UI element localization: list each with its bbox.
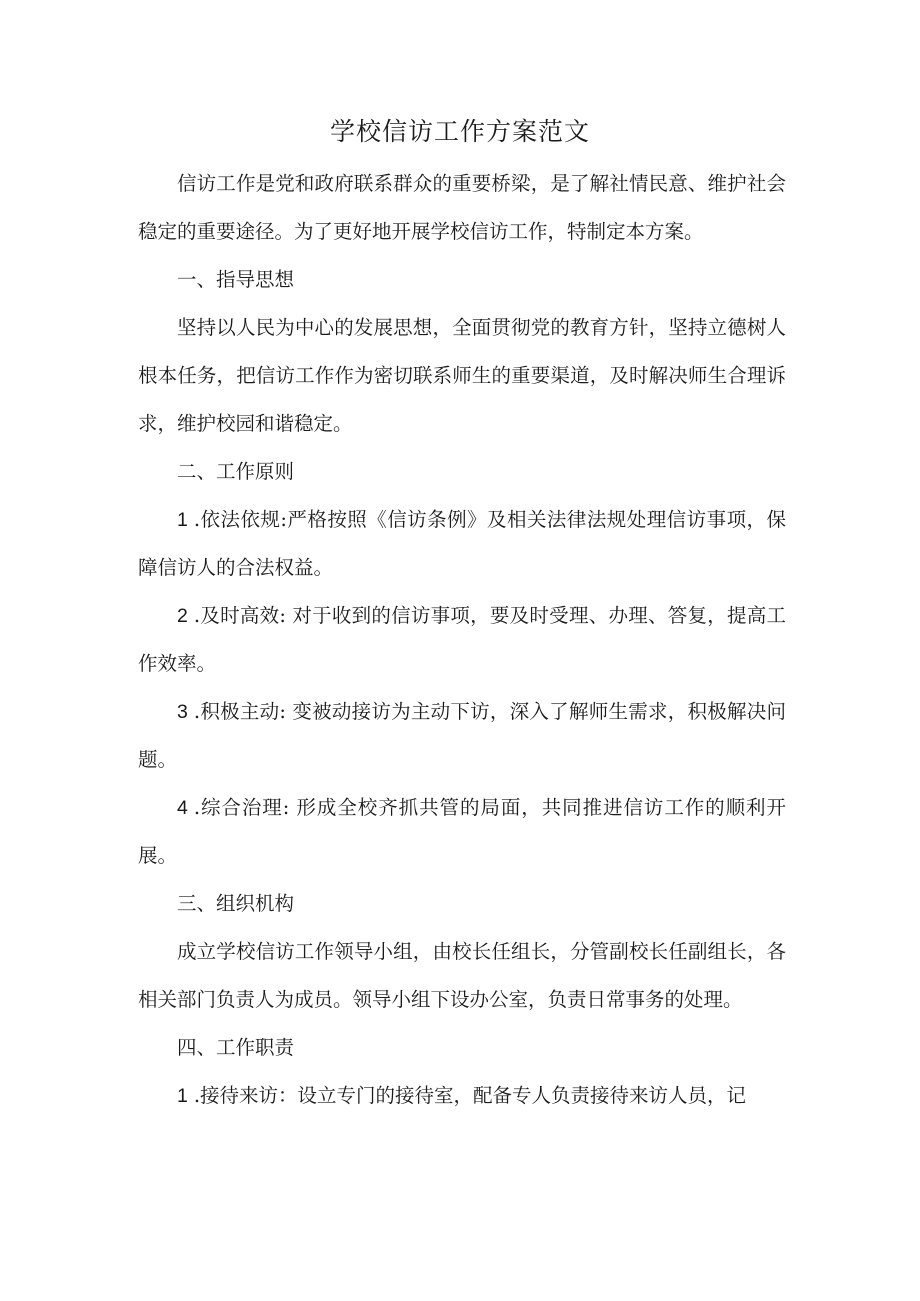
section-heading-responsibilities: 四、工作职责: [177, 1036, 295, 1059]
principle-number: 4: [177, 797, 188, 819]
principle-text: .及时高效: 对于收到的信访事项，要及时受理、办理、答复，提高工作效率。: [138, 604, 786, 675]
principle-number: 2: [177, 605, 188, 627]
principle-text: .依法依规:严格按照《信访条例》及相关法律法规处理信访事项，保障信访人的合法权益。: [138, 508, 786, 579]
responsibility-number: 1: [177, 1085, 188, 1107]
responsibility-item-1: [138, 1072, 786, 1120]
guiding-ideology-paragraph: 坚持以人民为中心的发展思想，全面贯彻党的教育方针，坚持立德树人根本任务，把信访工作作为密切联系师生的重要渠道，及时解决师生合理诉求，维护校园和谐稳定。: [138, 316, 786, 435]
principle-number: 1: [177, 509, 188, 531]
responsibility-text: .接待来访：设立专门的接待室，配备专人负责接待来访人员，记: [193, 1084, 747, 1107]
principle-text: .积极主动: 变被动接访为主动下访，深入了解师生需求，积极解决问题。: [138, 700, 786, 771]
principle-text: .综合治理: 形成全校齐抓共管的局面，共同推进信访工作的顺利开展。: [138, 796, 786, 867]
principle-number: 3: [177, 701, 188, 723]
document-body: [138, 160, 786, 1120]
page-title: 学校信访工作方案范文: [329, 117, 590, 146]
principle-item-1: [138, 496, 786, 592]
section-heading-guiding-ideology: 一、指导思想: [177, 268, 295, 291]
principle-item-2: [138, 592, 786, 688]
intro-paragraph: 信访工作是党和政府联系群众的重要桥梁，是了解社情民意、维护社会稳定的重要途径。为了更好地开展学校信访工作，特制定本方案。: [138, 172, 786, 243]
principle-item-3: [138, 688, 786, 784]
section-heading-organization: 三、组织机构: [177, 892, 295, 915]
organization-paragraph: 成立学校信访工作领导小组，由校长任组长，分管副校长任副组长，各相关部门负责人为成员。领导小组下设办公室，负责日常事务的处理。: [138, 940, 786, 1011]
section-heading-work-principles: 二、工作原则: [177, 460, 295, 483]
principle-item-4: [138, 784, 786, 880]
